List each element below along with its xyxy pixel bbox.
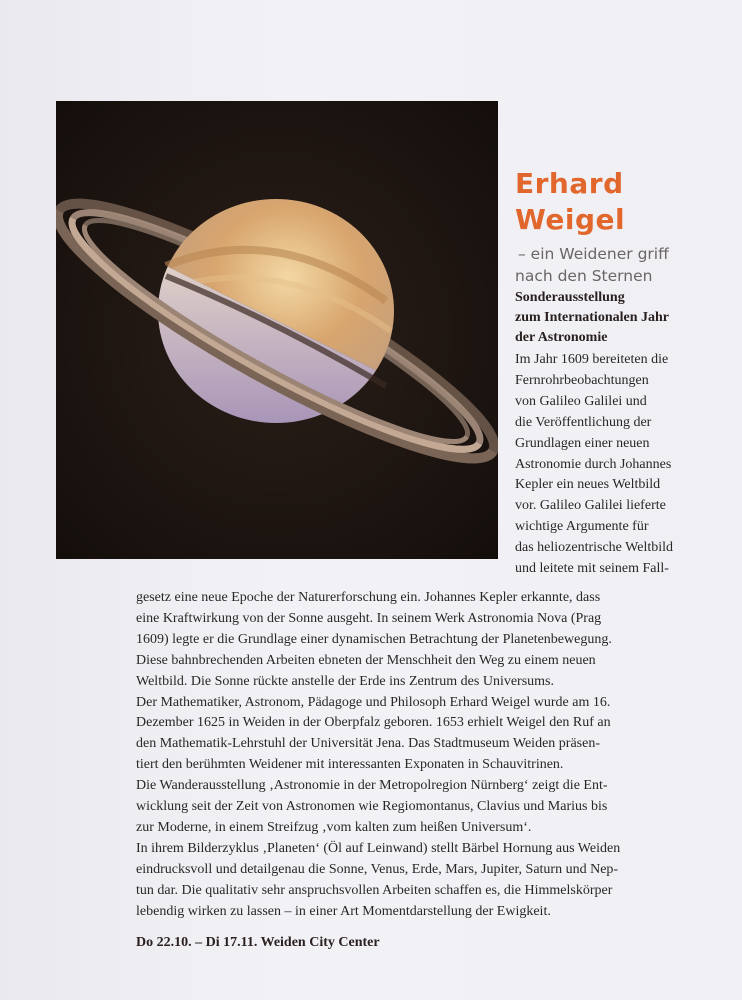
text-line: zur Moderne, in einem Streifzug ‚vom kalten zum heißen Universum‘. xyxy=(136,819,532,835)
text-line: Grundlagen einer neuen xyxy=(515,435,650,451)
heading-line: der Astronomie xyxy=(515,330,608,345)
title-line: Weigel xyxy=(515,203,626,236)
text-line: und leitete mit seinem Fall- xyxy=(515,561,669,577)
text-line: tiert den berühmten Weidener mit interessanten Exponaten in Schauvitrinen. xyxy=(136,757,564,773)
text-line: 1609) legte er die Grundlage einer dynamischen Betrachtung der Planetenbewegung. xyxy=(136,631,612,647)
text-line: tun dar. Die qualitativ sehr anspruchsvollen Arbeiten schaffen es, die Himmelskörper xyxy=(136,882,613,898)
text-line: Kepler ein neues Weltbild xyxy=(515,477,661,493)
text-line: In ihrem Bilderzyklus ‚Planeten‘ (Öl auf Leinwand) stellt Bärbel Hornung aus Weiden xyxy=(136,840,621,856)
article-subtitle xyxy=(515,243,730,287)
text-line: Astronomie durch Johannes xyxy=(515,456,672,472)
text-line: die Veröffentlichung der xyxy=(515,414,652,430)
text-line: von Galileo Galilei und xyxy=(515,393,647,409)
text-line: gesetz eine neue Epoche der Naturerforschung ein. Johannes Kepler erkannte, dass xyxy=(136,590,601,605)
text-line: Dezember 1625 in Weiden in der Oberpfalz geboren. 1653 erhielt Weigel den Ruf an xyxy=(136,715,611,731)
body-text xyxy=(136,588,711,923)
subtitle-line: nach den Sternen xyxy=(515,267,653,285)
text-line: eine Kraftwirkung von der Sonne ausgeht. In seinem Werk Astronomia Nova (Prag xyxy=(136,610,602,626)
text-line: den Mathematik-Lehrstuhl der Universität Jena. Das Stadtmuseum Weiden präsen- xyxy=(136,736,600,752)
subtitle-line: – ein Weidener griff xyxy=(518,245,669,263)
text-line: eindrucksvoll und detailgenau die Sonne, Venus, Erde, Mars, Jupiter, Saturn und Nep- xyxy=(136,861,619,877)
text-line: Die Wanderausstellung ‚Astronomie in der Metropolregion Nürnberg‘ zeigt die Ent- xyxy=(136,778,608,794)
event-date: Do 22.10. – Di 17.11. Weiden City Center xyxy=(136,935,380,950)
text-line: Fernrohrbeobachtungen xyxy=(515,372,649,388)
text-line: Diese bahnbrechenden Arbeiten ebneten der Menschheit den Weg zu einem neuen xyxy=(136,652,596,668)
text-line: das heliozentrische Weltbild xyxy=(515,540,674,556)
text-line: Weltbild. Die Sonne rückte anstelle der Erde ins Zentrum des Universums. xyxy=(136,673,554,689)
heading-line: zum Internationalen Jahr xyxy=(515,310,669,325)
article-heading xyxy=(515,288,730,348)
text-line: Der Mathematiker, Astronom, Pädagoge und Philosoph Erhard Weigel wurde am 16. xyxy=(136,694,611,710)
text-line: wichtige Argumente für xyxy=(515,519,649,535)
article-title xyxy=(515,166,625,238)
saturn-photo xyxy=(56,101,498,559)
saturn-image xyxy=(56,101,498,559)
text-line: lebendig wirken zu lassen – in einer Art Momentdarstellung der Ewigkeit. xyxy=(136,903,551,919)
heading-line: Sonderausstellung xyxy=(515,290,625,305)
title-line: Erhard xyxy=(515,167,624,200)
text-line: wicklung seit der Zeit von Astronomen wie Regiomontanus, Clavius und Marius bis xyxy=(136,799,608,815)
text-line: vor. Galileo Galilei lieferte xyxy=(515,498,666,514)
text-line: Im Jahr 1609 bereiteten die xyxy=(515,352,669,367)
right-column-text xyxy=(515,350,710,580)
